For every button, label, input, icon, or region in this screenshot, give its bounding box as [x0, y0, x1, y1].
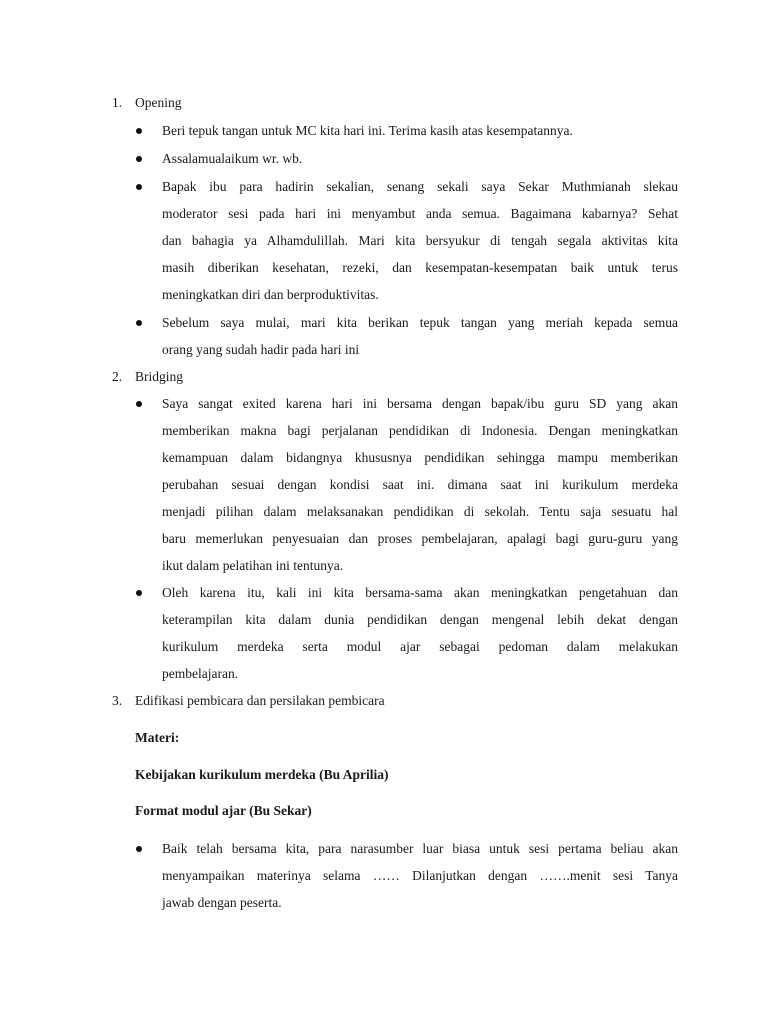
section-title: Opening: [135, 95, 182, 110]
bullet-text: perubahan sesuai dengan kondisi saat ini. dimana saat ini kurikulum merdeka: [162, 477, 678, 492]
bullet-text: memberikan makna bagi perjalanan pendidikan di Indonesia. Dengan meningkatkan: [162, 423, 678, 438]
bullet-text: masih diberikan kesehatan, rezeki, dan kesempatan-kesempatan baik untuk terus: [162, 260, 678, 275]
bullet-text: Baik telah bersama kita, para narasumber luar biasa untuk sesi pertama beliau akan: [162, 841, 678, 856]
bullet-text: kurikulum merdeka serta modul ajar sebagai pedoman dalam melakukan: [162, 639, 678, 654]
bullet-icon: [136, 156, 142, 162]
section-number: 2.: [112, 369, 123, 384]
bullet-text: menjadi pilihan dalam melaksanakan pendidikan di sekolah. Tentu saja sesuatu hal: [162, 504, 678, 519]
bullet-text: kemampuan dalam bidangnya khususnya pendidikan sehingga mampu memberikan: [162, 450, 678, 465]
bullet-text: jawab dengan peserta.: [162, 895, 282, 910]
bullet-text: menyampaikan materinya selama …… Dilanjutkan dengan …….menit sesi Tanya: [162, 868, 678, 883]
bullet-text: moderator sesi pada hari ini menyambut anda semua. Bagaimana kabarnya? Sehat: [162, 206, 678, 221]
bullet-icon: [136, 846, 142, 852]
section-number: 1.: [112, 95, 123, 110]
bullet-text: keterampilan kita dalam dunia pendidikan dengan mengenal lebih dekat dengan: [162, 612, 678, 627]
materi-item: Kebijakan kurikulum merdeka (Bu Aprilia): [135, 767, 389, 782]
bullet-text: meningkatkan diri dan berproduktivitas.: [162, 287, 379, 302]
bullet-text: Oleh karena itu, kali ini kita bersama-sama akan meningkatkan pengetahuan dan: [162, 585, 678, 600]
bullet-icon: [136, 320, 142, 326]
bullet-icon: [136, 184, 142, 190]
bullet-text: Bapak ibu para hadirin sekalian, senang sekali saya Sekar Muthmianah slekau: [162, 179, 678, 194]
bullet-text: Beri tepuk tangan untuk MC kita hari ini. Terima kasih atas kesempatannya.: [162, 123, 573, 138]
bullet-text: Sebelum saya mulai, mari kita berikan tepuk tangan yang meriah kepada semua: [162, 315, 678, 330]
materi-item: Format modul ajar (Bu Sekar): [135, 803, 312, 818]
bullet-icon: [136, 401, 142, 407]
bullet-text: Assalamualaikum wr. wb.: [162, 151, 303, 166]
bullet-text: ikut dalam pelatihan ini tentunya.: [162, 558, 344, 573]
bullet-icon: [136, 128, 142, 134]
section-title: Edifikasi pembicara dan persilakan pembicara: [135, 693, 385, 708]
bullet-text: baru memerlukan penyesuaian dan proses pembelajaran, apalagi bagi guru-guru yang: [162, 531, 678, 546]
materi-heading: Materi:: [135, 730, 180, 745]
bullet-text: orang yang sudah hadir pada hari ini: [162, 342, 360, 357]
section-number: 3.: [112, 693, 123, 708]
bullet-text: pembelajaran.: [162, 666, 239, 681]
bullet-text: dan bahagia ya Alhamdulillah. Mari kita bersyukur di tengah segala aktivitas kita: [162, 233, 678, 248]
bullet-text: Saya sangat exited karena hari ini bersama dengan bapak/ibu guru SD yang akan: [162, 396, 678, 411]
bullet-icon: [136, 590, 142, 596]
section-title: Bridging: [135, 369, 184, 384]
